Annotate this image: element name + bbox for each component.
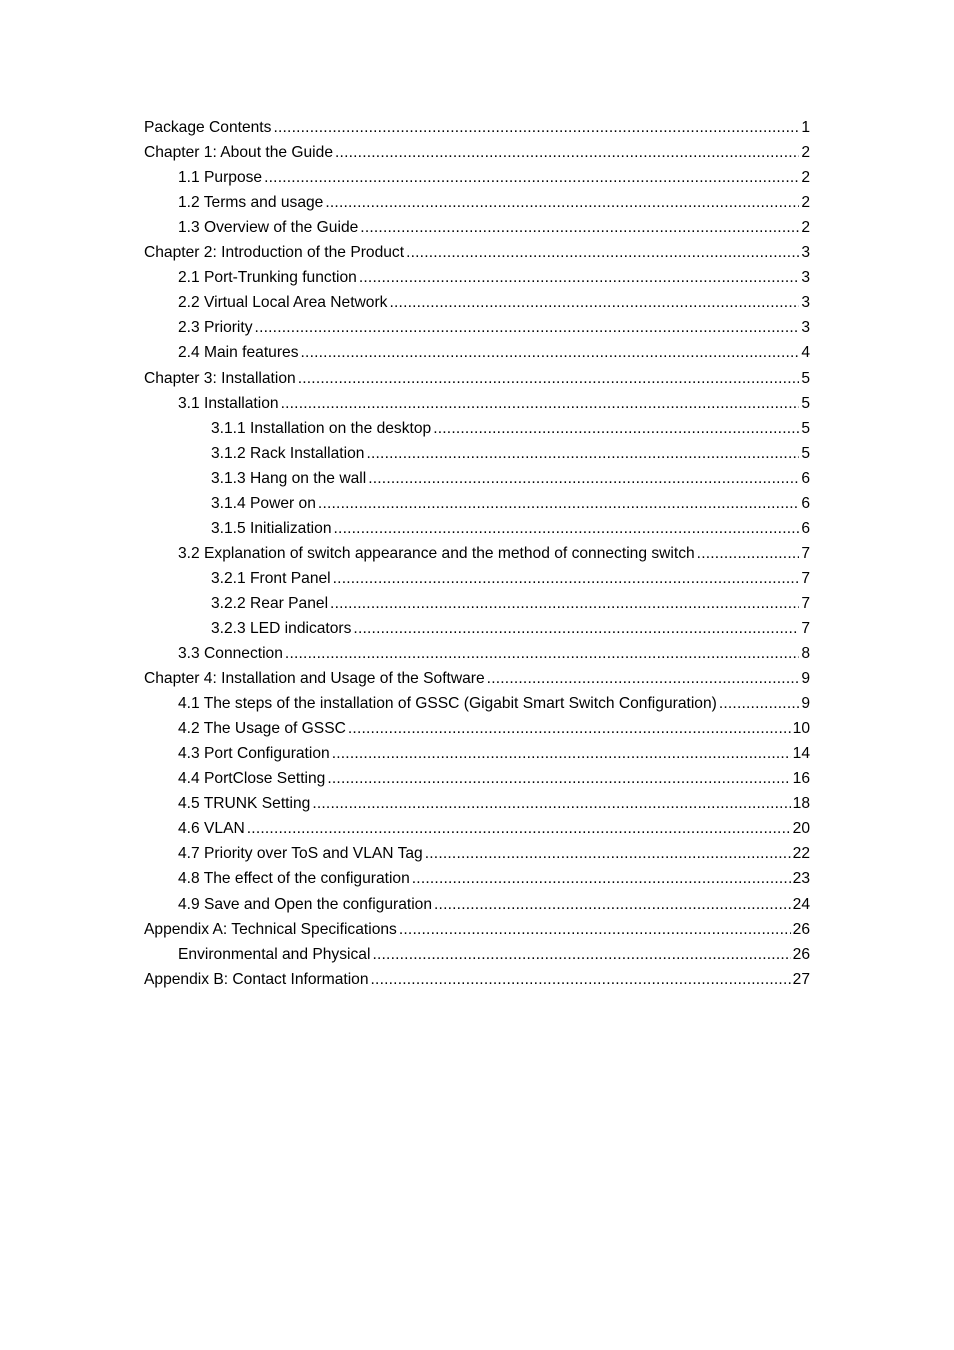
toc-entry-title: 4.4 PortClose Setting bbox=[178, 770, 326, 788]
toc-entry[interactable] bbox=[144, 391, 810, 416]
toc-entry-title: 4.1 The steps of the installation of GSSC (Gigabit Smart Switch Configuration) bbox=[178, 695, 717, 713]
toc-entry-page: 10 bbox=[792, 720, 810, 738]
toc-dot-leader bbox=[359, 265, 799, 290]
toc-entry-page: 7 bbox=[801, 619, 810, 637]
toc-entry-page: 9 bbox=[801, 695, 810, 713]
toc-entry-page: 1 bbox=[801, 119, 810, 137]
toc-entry-page: 14 bbox=[792, 745, 810, 763]
toc-entry[interactable] bbox=[144, 591, 810, 616]
toc-dot-leader bbox=[372, 942, 790, 967]
toc-entry[interactable] bbox=[144, 115, 810, 140]
toc-entry[interactable] bbox=[144, 866, 810, 891]
toc-dot-leader bbox=[264, 165, 799, 190]
toc-entry-page: 5 bbox=[801, 394, 810, 412]
toc-dot-leader bbox=[255, 315, 800, 340]
toc-entry-title: 2.2 Virtual Local Area Network bbox=[178, 294, 388, 312]
toc-entry-title: 3.1.4 Power on bbox=[211, 494, 316, 512]
toc-entry[interactable] bbox=[144, 891, 810, 916]
toc-entry[interactable] bbox=[144, 190, 810, 215]
toc-entry-title: 4.3 Port Configuration bbox=[178, 745, 330, 763]
toc-dot-leader bbox=[298, 366, 800, 391]
toc-entry-page: 3 bbox=[801, 244, 810, 262]
toc-dot-leader bbox=[389, 290, 799, 315]
toc-entry-page: 24 bbox=[792, 895, 810, 913]
toc-entry-page: 7 bbox=[801, 594, 810, 612]
toc-dot-leader bbox=[327, 766, 790, 791]
toc-entry-title: Appendix A: Technical Specifications bbox=[144, 920, 397, 938]
toc-entry-title: 4.9 Save and Open the configuration bbox=[178, 895, 433, 913]
toc-entry[interactable] bbox=[144, 791, 810, 816]
toc-dot-leader bbox=[281, 391, 800, 416]
toc-entry[interactable] bbox=[144, 466, 810, 491]
toc-dot-leader bbox=[318, 491, 799, 516]
toc-entry-title: Chapter 1: About the Guide bbox=[144, 144, 333, 162]
toc-dot-leader bbox=[334, 516, 800, 541]
toc-entry-page: 2 bbox=[801, 219, 810, 237]
toc-entry-page: 27 bbox=[792, 970, 810, 988]
toc-dot-leader bbox=[368, 466, 799, 491]
toc-entry[interactable] bbox=[144, 541, 810, 566]
toc-entry[interactable] bbox=[144, 816, 810, 841]
toc-entry-page: 3 bbox=[801, 319, 810, 337]
toc-entry-title: 1.1 Purpose bbox=[178, 169, 263, 187]
toc-entry[interactable] bbox=[144, 841, 810, 866]
toc-entry-page: 6 bbox=[801, 469, 810, 487]
toc-entry[interactable] bbox=[144, 766, 810, 791]
toc-entry-page: 6 bbox=[801, 519, 810, 537]
toc-entry-title: 3.1.2 Rack Installation bbox=[211, 444, 365, 462]
toc-entry-page: 7 bbox=[801, 569, 810, 587]
toc-entry[interactable] bbox=[144, 140, 810, 165]
toc-entry-page: 9 bbox=[801, 670, 810, 688]
toc-entry[interactable] bbox=[144, 666, 810, 691]
toc-entry[interactable] bbox=[144, 917, 810, 942]
toc-entry-title: 3.1.3 Hang on the wall bbox=[211, 469, 367, 487]
toc-entry-page: 5 bbox=[801, 369, 810, 387]
toc-entry-title: 3.2.1 Front Panel bbox=[211, 569, 331, 587]
toc-dot-leader bbox=[285, 641, 799, 666]
toc-entry[interactable] bbox=[144, 340, 810, 365]
toc-entry[interactable] bbox=[144, 942, 810, 967]
toc-entry[interactable] bbox=[144, 491, 810, 516]
toc-entry-page: 3 bbox=[801, 269, 810, 287]
table-of-contents bbox=[144, 115, 810, 992]
toc-entry-title: Chapter 2: Introduction of the Product bbox=[144, 244, 405, 262]
toc-dot-leader bbox=[333, 566, 800, 591]
toc-entry-page: 26 bbox=[792, 920, 810, 938]
toc-entry-title: 3.2.3 LED indicators bbox=[211, 619, 352, 637]
toc-entry-title: Environmental and Physical bbox=[178, 945, 371, 963]
toc-dot-leader bbox=[348, 716, 791, 741]
toc-entry-title: 2.3 Priority bbox=[178, 319, 253, 337]
toc-entry-title: Appendix B: Contact Information bbox=[144, 970, 369, 988]
toc-entry[interactable] bbox=[144, 967, 810, 992]
toc-entry[interactable] bbox=[144, 616, 810, 641]
toc-entry-page: 23 bbox=[792, 870, 810, 888]
toc-dot-leader bbox=[247, 816, 791, 841]
toc-entry[interactable] bbox=[144, 265, 810, 290]
toc-entry-title: 4.6 VLAN bbox=[178, 820, 245, 838]
toc-entry-title: 4.2 The Usage of GSSC bbox=[178, 720, 346, 738]
toc-entry-title: Chapter 4: Installation and Usage of the Software bbox=[144, 670, 485, 688]
toc-dot-leader bbox=[434, 892, 791, 917]
toc-dot-leader bbox=[312, 791, 790, 816]
toc-entry-page: 2 bbox=[801, 144, 810, 162]
toc-dot-leader bbox=[332, 741, 791, 766]
toc-entry-page: 18 bbox=[792, 795, 810, 813]
toc-entry[interactable] bbox=[144, 416, 810, 441]
toc-entry-title: 1.2 Terms and usage bbox=[178, 194, 324, 212]
toc-entry[interactable] bbox=[144, 165, 810, 190]
toc-entry-page: 26 bbox=[792, 945, 810, 963]
toc-dot-leader bbox=[360, 215, 799, 240]
toc-entry-page: 16 bbox=[792, 770, 810, 788]
toc-dot-leader bbox=[399, 917, 791, 942]
toc-entry-title: 2.1 Port-Trunking function bbox=[178, 269, 357, 287]
toc-entry[interactable] bbox=[144, 441, 810, 466]
toc-entry-page: 2 bbox=[801, 169, 810, 187]
toc-entry[interactable] bbox=[144, 566, 810, 591]
toc-entry-title: 3.1 Installation bbox=[178, 394, 279, 412]
toc-entry-page: 22 bbox=[792, 845, 810, 863]
toc-dot-leader bbox=[406, 240, 799, 265]
toc-entry-title: 2.4 Main features bbox=[178, 344, 299, 362]
toc-entry-page: 6 bbox=[801, 494, 810, 512]
toc-dot-leader bbox=[697, 541, 800, 566]
toc-entry-title: 4.7 Priority over ToS and VLAN Tag bbox=[178, 845, 423, 863]
toc-entry[interactable] bbox=[144, 641, 810, 666]
toc-dot-leader bbox=[301, 340, 800, 365]
toc-dot-leader bbox=[330, 591, 799, 616]
toc-entry-title: 3.2 Explanation of switch appearance and the method of connecting switch bbox=[178, 544, 695, 562]
toc-dot-leader bbox=[353, 616, 799, 641]
toc-entry[interactable] bbox=[144, 716, 810, 741]
toc-entry-page: 2 bbox=[801, 194, 810, 212]
toc-dot-leader bbox=[335, 140, 799, 165]
toc-entry-page: 5 bbox=[801, 444, 810, 462]
toc-entry-title: 3.3 Connection bbox=[178, 645, 283, 663]
toc-dot-leader bbox=[425, 841, 791, 866]
toc-entry-title: Chapter 3: Installation bbox=[144, 369, 296, 387]
toc-dot-leader bbox=[325, 190, 799, 215]
toc-entry-page: 4 bbox=[801, 344, 810, 362]
toc-entry-page: 5 bbox=[801, 419, 810, 437]
toc-entry-title: 4.5 TRUNK Setting bbox=[178, 795, 311, 813]
toc-entry[interactable] bbox=[144, 691, 810, 716]
toc-dot-leader bbox=[487, 666, 800, 691]
toc-entry-title: Package Contents bbox=[144, 119, 272, 137]
toc-entry-page: 20 bbox=[792, 820, 810, 838]
toc-entry-page: 7 bbox=[801, 544, 810, 562]
toc-entry-title: 3.1.1 Installation on the desktop bbox=[211, 419, 432, 437]
toc-dot-leader bbox=[412, 866, 791, 891]
toc-entry[interactable] bbox=[144, 290, 810, 315]
toc-dot-leader bbox=[273, 115, 799, 140]
toc-dot-leader bbox=[433, 416, 799, 441]
toc-entry[interactable] bbox=[144, 741, 810, 766]
toc-entry-title: 3.2.2 Rear Panel bbox=[211, 594, 329, 612]
toc-dot-leader bbox=[719, 691, 799, 716]
toc-entry[interactable] bbox=[144, 516, 810, 541]
toc-entry[interactable] bbox=[144, 215, 810, 240]
toc-entry-title: 4.8 The effect of the configuration bbox=[178, 870, 410, 888]
toc-entry-page: 8 bbox=[801, 645, 810, 663]
toc-entry-title: 3.1.5 Initialization bbox=[211, 519, 332, 537]
toc-entry-title: 1.3 Overview of the Guide bbox=[178, 219, 359, 237]
toc-entry[interactable] bbox=[144, 365, 810, 390]
toc-entry[interactable] bbox=[144, 240, 810, 265]
toc-dot-leader bbox=[371, 967, 791, 992]
toc-entry[interactable] bbox=[144, 315, 810, 340]
toc-entry-page: 3 bbox=[801, 294, 810, 312]
toc-dot-leader bbox=[366, 441, 799, 466]
